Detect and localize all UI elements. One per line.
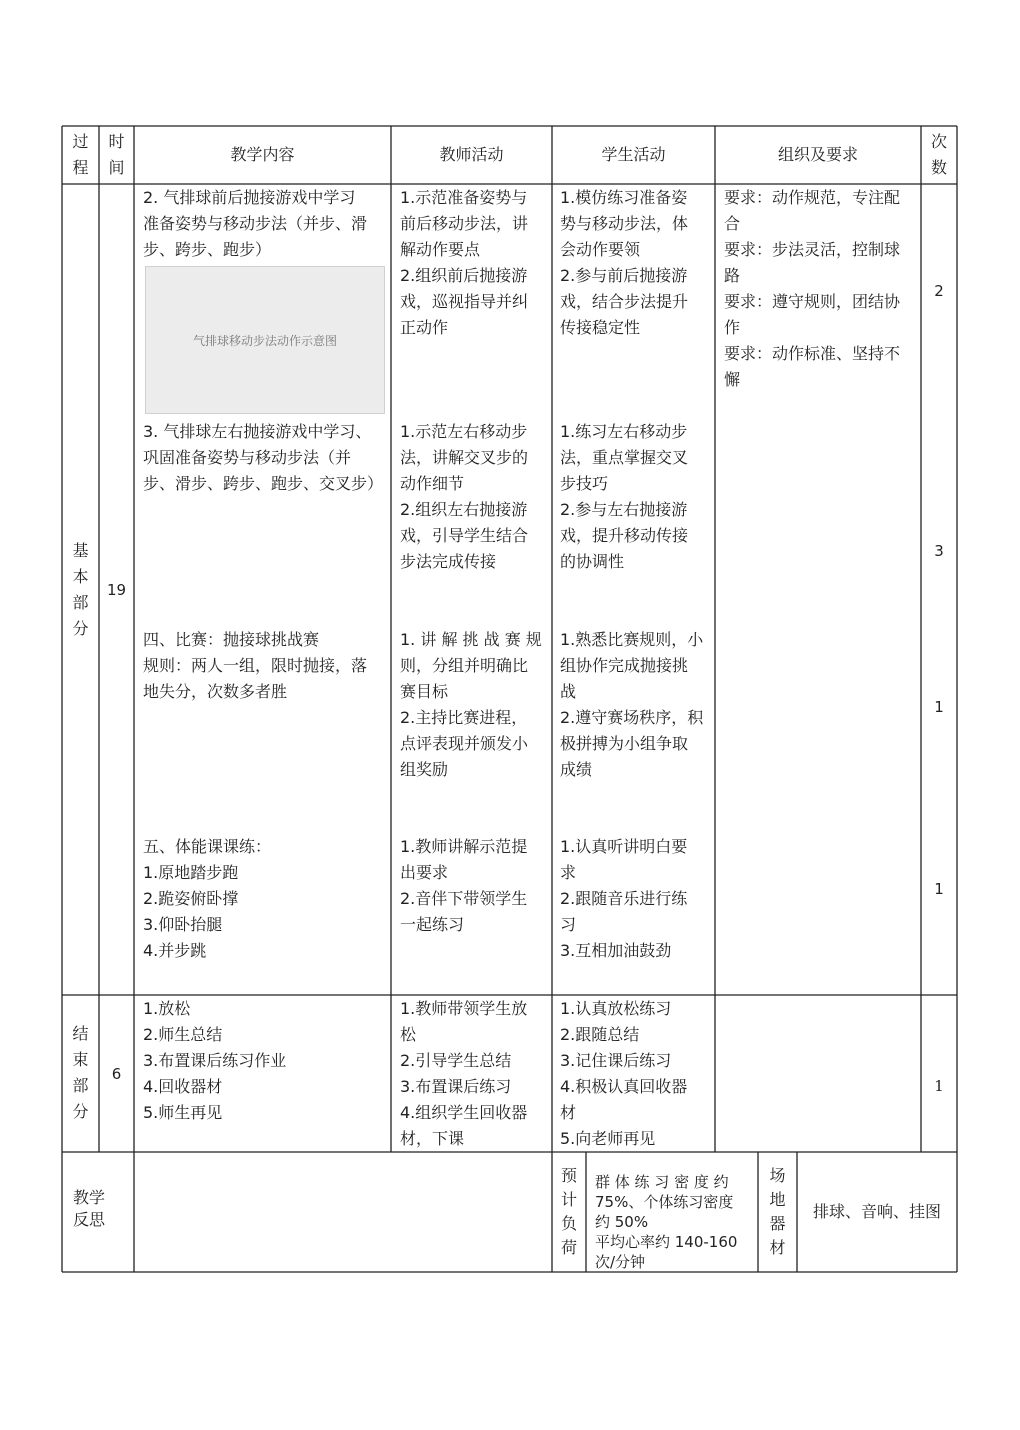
basic-student-3: 1.熟悉比赛规则，小 组协作完成抛接挑 战 2.遵守赛场秩序，积 极拼搏为小组争取 成绩 — [560, 630, 704, 779]
basic-student-1: 1.模仿练习准备姿 势与移动步法，体 会动作要领 2.参与前后抛接游 戏，结合步法提升 传接稳定性 — [560, 188, 689, 337]
end-label: 结 束 部 分 — [72, 1024, 89, 1121]
basic-requirements: 要求：动作规范，专注配 合 要求：步法灵活，控制球 路 要求：遵守规则，团结协 作 要求：动作标准、坚持不 懈 — [724, 188, 901, 389]
basic-label: 基 本 部 分 — [72, 541, 89, 638]
end-time: 6 — [111, 1065, 122, 1083]
basic-content-2: 3. 气排球左右抛接游戏中学习、 巩固准备姿势与移动步法（并 步、滑步、跨步、跑步、交叉步） — [143, 422, 384, 493]
end-content: 1.放松 2.师生总结 3.布置课后练习作业 4.回收器材 5.师生再见 — [143, 999, 287, 1122]
basic-student-4: 1.认真听讲明白要 求 2.跟随音乐进行练 习 3.互相加油鼓劲 — [560, 837, 688, 960]
basic-count-4: 1 — [934, 880, 944, 898]
header-student: 学生活动 — [601, 145, 666, 164]
header-count: 次 数 — [930, 132, 947, 177]
basic-count-3: 1 — [934, 698, 944, 716]
basic-teacher-3: 1. 讲 解 挑 战 赛 规 则，分组并明确比 赛目标 2.主持比赛进程， 点评表现并颁发小 组奖励 — [400, 630, 542, 779]
basic-teacher-2: 1.示范左右移动步 法，讲解交叉步的 动作细节 2.组织左右抛接游 戏，引导学生结合 步法完成传接 — [400, 422, 529, 571]
basic-teacher-4: 1.教师讲解示范提 出要求 2.音伴下带领学生 一起练习 — [400, 837, 528, 934]
basic-count-1: 2 — [934, 282, 944, 300]
header-org: 组织及要求 — [777, 145, 858, 164]
end-count: 1 — [934, 1077, 944, 1095]
basic-student-2: 1.练习左右移动步 法，重点掌握交叉 步技巧 2.参与左右抛接游 戏，提升移动传接 的协调性 — [560, 422, 689, 571]
reflection-label: 教学 反思 — [72, 1188, 105, 1229]
end-teacher: 1.教师带领学生放 松 2.引导学生总结 3.布置课后练习 4.组织学生回收器 材，下课 — [400, 999, 528, 1148]
basic-time: 19 — [106, 581, 127, 599]
end-student: 1.认真放松练习 2.跟随总结 3.记住课后练习 4.积极认真回收器 材 5.向老师再见 — [560, 999, 688, 1148]
venue-text: 排球、音响、挂图 — [812, 1202, 941, 1221]
basic-content-1: 2. 气排球前后抛接游戏中学习 准备姿势与移动步法（并步、滑 步、跨步、跑步） — [143, 188, 368, 259]
reflection-content — [134, 1152, 552, 1272]
load-label: 预 计 负 荷 — [560, 1166, 577, 1257]
basic-content-3: 四、比赛：抛接球挑战赛 规则：两人一组，限时抛接，落 地失分，次数多者胜 — [143, 630, 368, 701]
load-text: 群 体 练 习 密 度 约 75%、个体练习密度 约 50% 平均心率约 140-160 次/分钟 — [595, 1173, 738, 1271]
header-process: 过 程 — [72, 132, 89, 177]
header-teacher: 教师活动 — [439, 145, 504, 164]
basic-content-4: 五、体能课课练： 1.原地踏步跑 2.跪姿俯卧撑 3.仰卧抬腿 4.并步跳 — [143, 837, 272, 960]
header-content: 教学内容 — [230, 145, 295, 164]
basic-count-2: 3 — [934, 542, 944, 560]
basic-teacher-1: 1.示范准备姿势与 前后移动步法，讲 解动作要点 2.组织前后抛接游 戏，巡视指导并纠 正动作 — [400, 188, 529, 337]
footwork-figure-image: 气排球移动步法动作示意图 — [145, 266, 385, 414]
venue-label: 场 地 器 材 — [769, 1166, 786, 1257]
header-time: 时 间 — [108, 132, 125, 177]
